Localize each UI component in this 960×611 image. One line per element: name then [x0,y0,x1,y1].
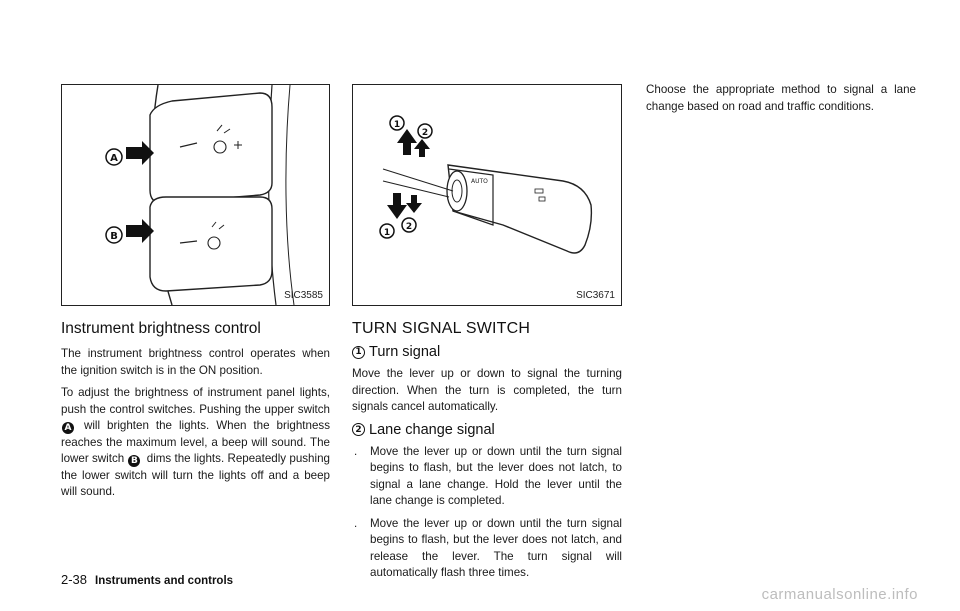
subheading-label: Turn signal [369,344,441,360]
column-middle [352,84,622,588]
figure-label-2-bottom: 2 [405,222,413,232]
turn-signal-heading: TURN SIGNAL SWITCH [352,320,531,337]
lane-change-subheading [352,422,622,438]
list-item [352,444,622,510]
list-item-text: Move the lever up or down until the turn signal begins to flash, but the lever does not latch, to signal a lane change. Hold the lever until the lane change is completed. [370,444,622,507]
list-item-text: Move the lever up or down until the turn signal begins to flash, but the lever does not latch, and release the lever. The turn signal will automatically flash three times. [370,516,622,579]
brightness-paragraph-1: The instrument brightness control operates when the ignition switch is in the ON position. [61,347,330,377]
figure-label-1-bottom: 1 [383,228,391,238]
brightness-text: To adjust the brightness of instrument panel lights, push the control switches. Pushing the upper switch [61,386,330,416]
turn-signal-subheading [352,344,622,360]
number-badge: 2 [352,423,365,436]
figure-code: SIC3585 [284,290,323,301]
lane-change-advice: Choose the appropriate method to signal a lane change based on road and traffic conditions. [646,83,916,113]
watermark: carmanualsonline.info [761,586,918,603]
brightness-text: will brighten the lights. When the brightness reaches the maximum level, a beep will sound. The lower switch [61,419,330,465]
section-title: Instruments and controls [95,575,234,587]
lane-change-list [352,444,622,582]
badge-b: B [128,455,140,467]
turn-signal-lever-drawing [353,85,623,305]
list-item [352,516,622,582]
badge-a: A [62,422,74,434]
figure-label-a: A [110,153,118,164]
turn-signal-lever-illustration [352,84,622,306]
brightness-switch-drawing [62,85,331,305]
figure-label-2-top: 2 [421,128,429,138]
turn-signal-text: Move the lever up or down to signal the turning direction. When the turn is completed, the turn signals cancel automatically. [352,367,622,413]
column-left [61,84,330,507]
figure-label-b: B [110,231,118,242]
bullet: . [354,444,358,458]
page-number: 2-38 [61,572,88,587]
figure-label-1-top: 1 [393,120,401,130]
page-footer [61,572,233,587]
brightness-text: dims the lights. Repeatedly pushing the lower switch will turn the lights off and a beep will sound. [61,452,330,498]
column-right [646,84,916,121]
bullet: . [354,516,358,530]
brightness-paragraph-2 [61,385,330,501]
number-badge: 1 [352,346,365,359]
subheading-label: Lane change signal [369,421,495,438]
brightness-switch-illustration [61,84,330,306]
auto-text: AUTO [471,178,488,185]
figure-code: SIC3671 [576,290,615,301]
brightness-heading: Instrument brightness control [61,320,261,337]
